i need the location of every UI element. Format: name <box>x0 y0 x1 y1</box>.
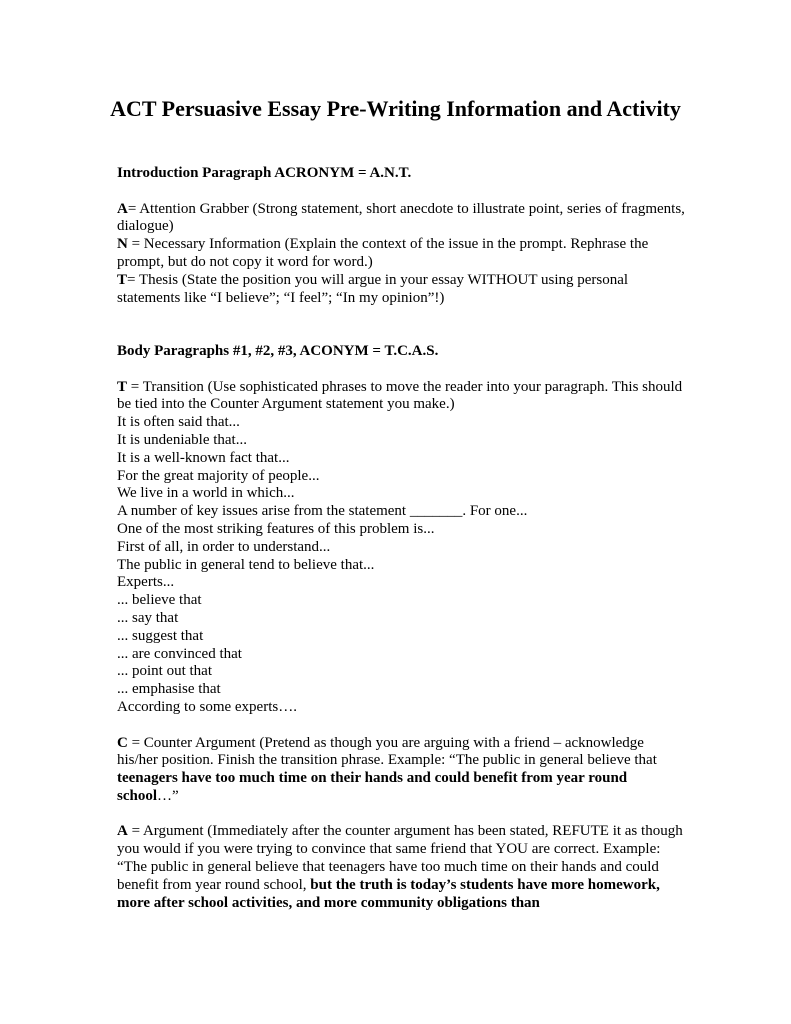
transition-text: = Transition (Use sophisticated phrases to move the reader into your paragraph. This should be tied into the Counter Argument statement you make.) <box>117 378 683 413</box>
intro-item-n <box>117 236 687 272</box>
intro-text-n: = Necessary Information (Explain the context of the issue in the prompt. Rephrase the prompt, but do not copy it word for word.) <box>117 236 649 270</box>
transition-phrase: ... point out that <box>117 663 212 680</box>
intro-text-t: = Thesis (State the position you will argue in your essay WITHOUT using personal statements like “I believe”; “I feel”; “In my opinion”!) <box>117 271 629 306</box>
intro-heading: Introduction Paragraph ACRONYM = A.N.T. <box>117 165 412 181</box>
transition-phrase: ... believe that <box>117 592 202 609</box>
transition-letter: T <box>117 378 128 395</box>
body-heading: Body Paragraphs #1, #2, #3, ACONYM = T.C.A.S. <box>117 342 439 359</box>
transition-phrase: Experts... <box>117 574 175 591</box>
transition-phrase: It is undeniable that... <box>117 431 247 448</box>
document-body <box>117 165 687 912</box>
transition-phrase: It is a well-known fact that... <box>117 449 290 466</box>
spacer <box>117 325 687 343</box>
intro-text-a: = Attention Grabber (Strong statement, short anecdote to illustrate point, series of fragments, dialogue) <box>117 200 685 235</box>
argument-item <box>117 823 687 912</box>
transition-phrase: ... say that <box>117 609 179 626</box>
spacer <box>117 806 687 824</box>
transition-phrase: ... are convinced that <box>117 645 242 662</box>
intro-item-t <box>117 272 687 308</box>
transition-phrase: ... suggest that <box>117 627 204 644</box>
spacer <box>117 361 687 379</box>
transition-item <box>117 379 687 415</box>
transition-phrase: One of the most striking features of this problem is... <box>117 520 435 537</box>
spacer <box>117 307 687 325</box>
intro-letter-t: T <box>117 271 128 288</box>
counter-example-bold: teenagers have too much time on their hands and could benefit from year round school <box>117 770 628 804</box>
counter-letter: C <box>117 734 128 751</box>
transition-phrase: The public in general tend to believe that... <box>117 556 375 573</box>
argument-text: = Argument (Immediately after the counter argument has been stated, REFUTE it as though you would if you were trying to convince that same friend that YOU are correct. Example: “The public in general believe that teenagers have too much time on their hands and could benefit from year round school, <box>117 823 683 893</box>
intro-letter-a: A <box>117 200 128 217</box>
transition-phrase: ... emphasise that <box>117 681 221 698</box>
transition-phrase: For the great majority of people... <box>117 467 320 484</box>
transition-phrase: A number of key issues arise from the statement _______. For one... <box>117 503 528 520</box>
counter-item <box>117 735 687 806</box>
transition-phrase: We live in a world in which... <box>117 485 295 502</box>
spacer <box>117 717 687 735</box>
intro-letter-n: N <box>117 236 128 253</box>
counter-end: …” <box>157 787 179 804</box>
counter-text: = Counter Argument (Pretend as though you are arguing with a friend – acknowledge his/her position. Finish the transition phrase. Example: “The public in general believe that <box>117 734 657 769</box>
transition-phrase: First of all, in order to understand... <box>117 538 331 555</box>
argument-example-bold: but the truth is today’s students have more homework, more after school activities, and more community obligations than <box>117 876 660 911</box>
transition-phrase: It is often said that... <box>117 414 240 431</box>
transition-phrase: According to some experts…. <box>117 698 297 715</box>
intro-item-a <box>117 201 687 237</box>
spacer <box>117 183 687 201</box>
page-title: ACT Persuasive Essay Pre-Writing Information and Activity <box>110 96 681 121</box>
argument-letter: A <box>117 823 128 840</box>
